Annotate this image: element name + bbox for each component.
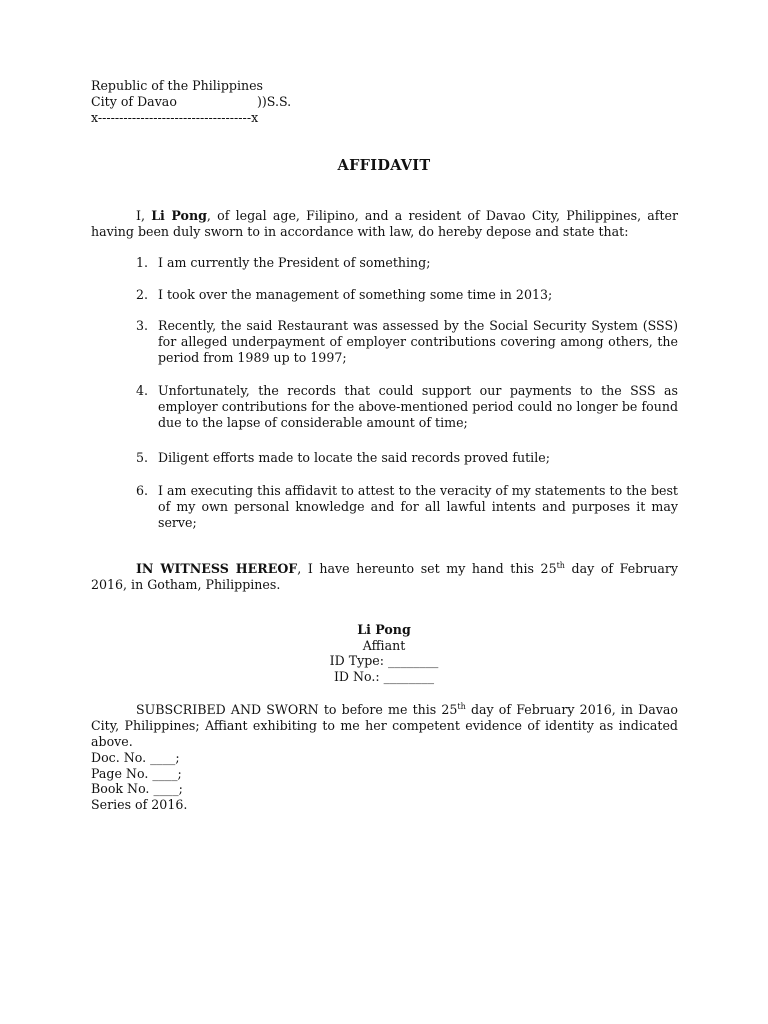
signature-block (0, 622, 768, 684)
venue-city: City of Davao ))S.S. (91, 94, 292, 109)
item-number: 3. (136, 318, 149, 333)
item-text: Recently, the said Restaurant was assessed by the Social Security System (SSS) for alleged underpayment of employer contributions covering among others, the period from 1989 up to 1997; (158, 318, 678, 365)
witness-post: day of February 2016, in Gotham, Philippines. (91, 561, 679, 592)
witness-paragraph (91, 561, 678, 593)
list-item (136, 450, 678, 466)
list-item (136, 287, 678, 303)
jurat-post: day of February 2016, in Davao City, Philippines; Affiant exhibiting to me her competent evidence of identity as indicated above. (91, 702, 678, 749)
document-title: AFFIDAVIT (337, 157, 431, 174)
venue-republic: Republic of the Philippines (91, 78, 264, 93)
id-number-field: ID No.: ________ (333, 668, 435, 684)
book-number: Book No. ____; (91, 781, 183, 796)
jurat-paragraph (91, 702, 678, 750)
list-item (136, 383, 678, 431)
item-text: Diligent efforts made to locate the said records proved futile; (158, 450, 550, 465)
affiant-role: Affiant (362, 637, 406, 653)
list-item (136, 318, 678, 366)
venue-separator: x------------------------------------x (91, 110, 259, 125)
intro-post: , of legal age, Filipino, and a resident of Davao City, Philippines, after having been duly sworn to in accordance with law, do hereby depose and state that: (91, 208, 678, 239)
witness-heading: IN WITNESS HEREOF (136, 561, 298, 576)
affiant-name-intro: Li Pong (151, 208, 207, 223)
item-text: I am currently the President of something; (158, 255, 431, 270)
witness-pre: , I have hereunto set my hand this 25 (297, 561, 557, 576)
item-number: 2. (136, 287, 149, 302)
item-number: 6. (136, 483, 149, 498)
item-number: 5. (136, 450, 149, 465)
affiant-name: Li Pong (357, 622, 411, 637)
intro-pre: I, (136, 208, 152, 223)
item-number: 4. (136, 383, 149, 398)
series-year: Series of 2016. (91, 796, 188, 812)
page-number: Page No. ____; (91, 765, 182, 781)
intro-paragraph (91, 208, 678, 240)
list-item (136, 483, 678, 531)
item-number: 1. (136, 255, 149, 270)
item-text: Unfortunately, the records that could support our payments to the SSS as employer contributions for the above-mentioned period could no longer be found due to the lapse of considerable amount of time; (158, 383, 678, 430)
doc-number: Doc. No. ____; (91, 750, 180, 765)
jurat-ordinal: th (457, 702, 466, 711)
id-type-field: ID Type: ________ (329, 653, 439, 668)
notarial-register (91, 750, 187, 812)
jurat-pre: SUBSCRIBED AND SWORN to before me this 25 (136, 702, 458, 717)
item-text: I took over the management of something some time in 2013; (158, 287, 553, 302)
venue-block (91, 78, 291, 126)
witness-ordinal: th (556, 561, 565, 570)
item-text: I am executing this affidavit to attest to the veracity of my statements to the best of my own personal knowledge and for all lawful intents and purposes it may serve; (158, 483, 678, 530)
list-item (136, 255, 678, 271)
